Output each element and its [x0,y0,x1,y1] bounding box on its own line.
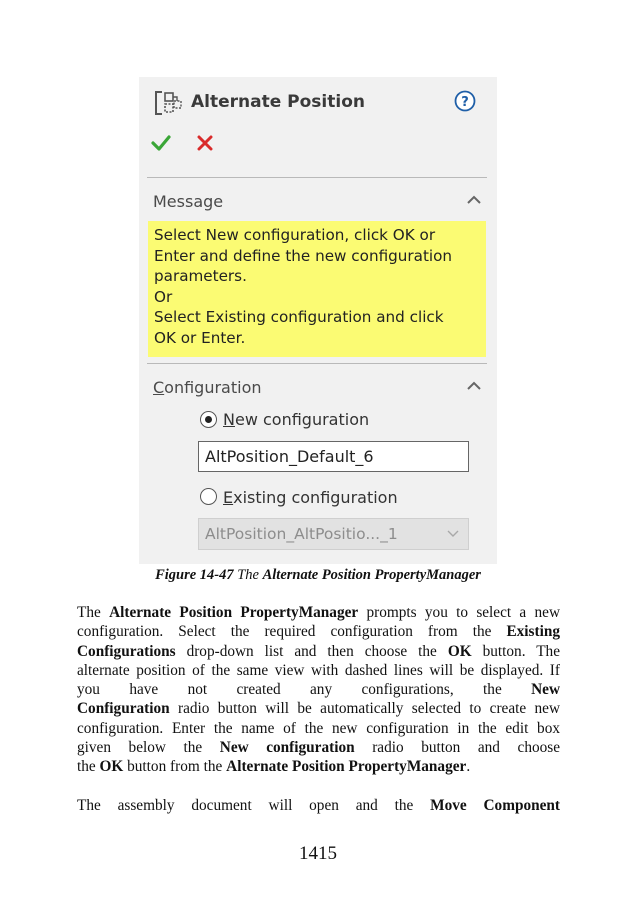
text-run: configuration. Enter the name of the new configuration in the edit box [77,719,560,737]
paragraph-line [77,661,560,680]
text-run: button from the [123,758,227,776]
message-line: OK or Enter. [154,328,246,347]
page-number: 1415 [299,843,337,864]
bold-term: Move Component [430,797,561,814]
message-section-header[interactable]: Message [153,192,224,211]
bold-term: Configuration [77,700,170,718]
alternate-position-property-manager [139,77,497,564]
bold-term: Alternate Position PropertyManager [109,604,359,621]
bold-term: New configuration [219,739,355,757]
figure-number: Figure 14-47 [155,567,234,583]
message-line: Select New configuration, click OK or [154,226,436,244]
paragraph-line [77,622,560,641]
paragraph-line [77,642,560,661]
bold-term: OK [99,758,124,776]
chevron-up-icon[interactable] [466,381,482,391]
configuration-section-header[interactable] [153,378,262,397]
message-line: Or [154,287,173,306]
new-configuration-radio[interactable] [200,411,217,428]
check-icon[interactable] [151,134,171,152]
svg-text:?: ? [461,95,469,110]
text-run: the [77,758,100,776]
bold-term: Alternate Position PropertyManager [226,758,467,776]
figure-caption [0,567,636,584]
bold-term: OK [447,642,472,660]
paragraph-line [77,757,560,776]
body-paragraph [77,603,560,777]
configuration-header-label: Configuration [153,378,262,397]
bold-term: New [531,681,560,699]
text-run: alternate position of the same view with dashed lines will be displayed. If [77,661,560,679]
text-run: you have not created any configurations, the [77,681,532,699]
close-icon[interactable] [197,135,213,151]
text-run: radio button and choose [354,739,561,757]
message-line: Select Existing configuration and click [154,308,444,327]
existing-configuration-radio[interactable] [200,488,217,505]
body-paragraph [77,796,560,815]
text-run: The [77,604,110,621]
text-run: radio button will be automatically selected to create new [169,700,560,718]
text-run: button. The [471,642,560,660]
paragraph-line [77,796,560,815]
paragraph-line [77,680,560,699]
chevron-down-icon [447,530,459,538]
help-icon[interactable] [454,90,476,112]
caption-connector: The [237,567,259,583]
alternate-position-icon [153,89,183,117]
text-run: . [466,758,471,776]
text-run: drop-down list and then choose the [175,642,448,660]
divider [147,363,487,364]
existing-configuration-label[interactable]: Existing configuration [223,488,398,507]
text-run: given below the [77,739,220,757]
chevron-up-icon[interactable] [466,195,482,205]
bold-term: Configurations [77,642,176,660]
message-box [148,221,486,357]
bold-term: Existing [506,623,560,641]
paragraph-line [77,719,560,738]
panel-title: Alternate Position [191,92,365,112]
text-run: prompts you to select a new [358,604,560,621]
new-configuration-name-input[interactable] [198,441,469,472]
text-run: configuration. Select the required configuration from the [77,623,507,641]
paragraph-line [77,603,560,622]
existing-configuration-dropdown[interactable] [198,518,469,550]
text-run: The assembly document will open and the [77,797,431,814]
figure-title: Alternate Position PropertyManager [262,567,481,583]
paragraph-line [77,738,560,757]
message-line: parameters. [154,267,247,286]
paragraph-line [77,699,560,718]
new-configuration-label[interactable]: New configuration [223,410,370,429]
dropdown-selected-value: AltPosition_AltPositio..._1 [205,525,398,543]
message-line: Enter and define the new configuration [154,246,453,265]
divider [147,177,487,178]
